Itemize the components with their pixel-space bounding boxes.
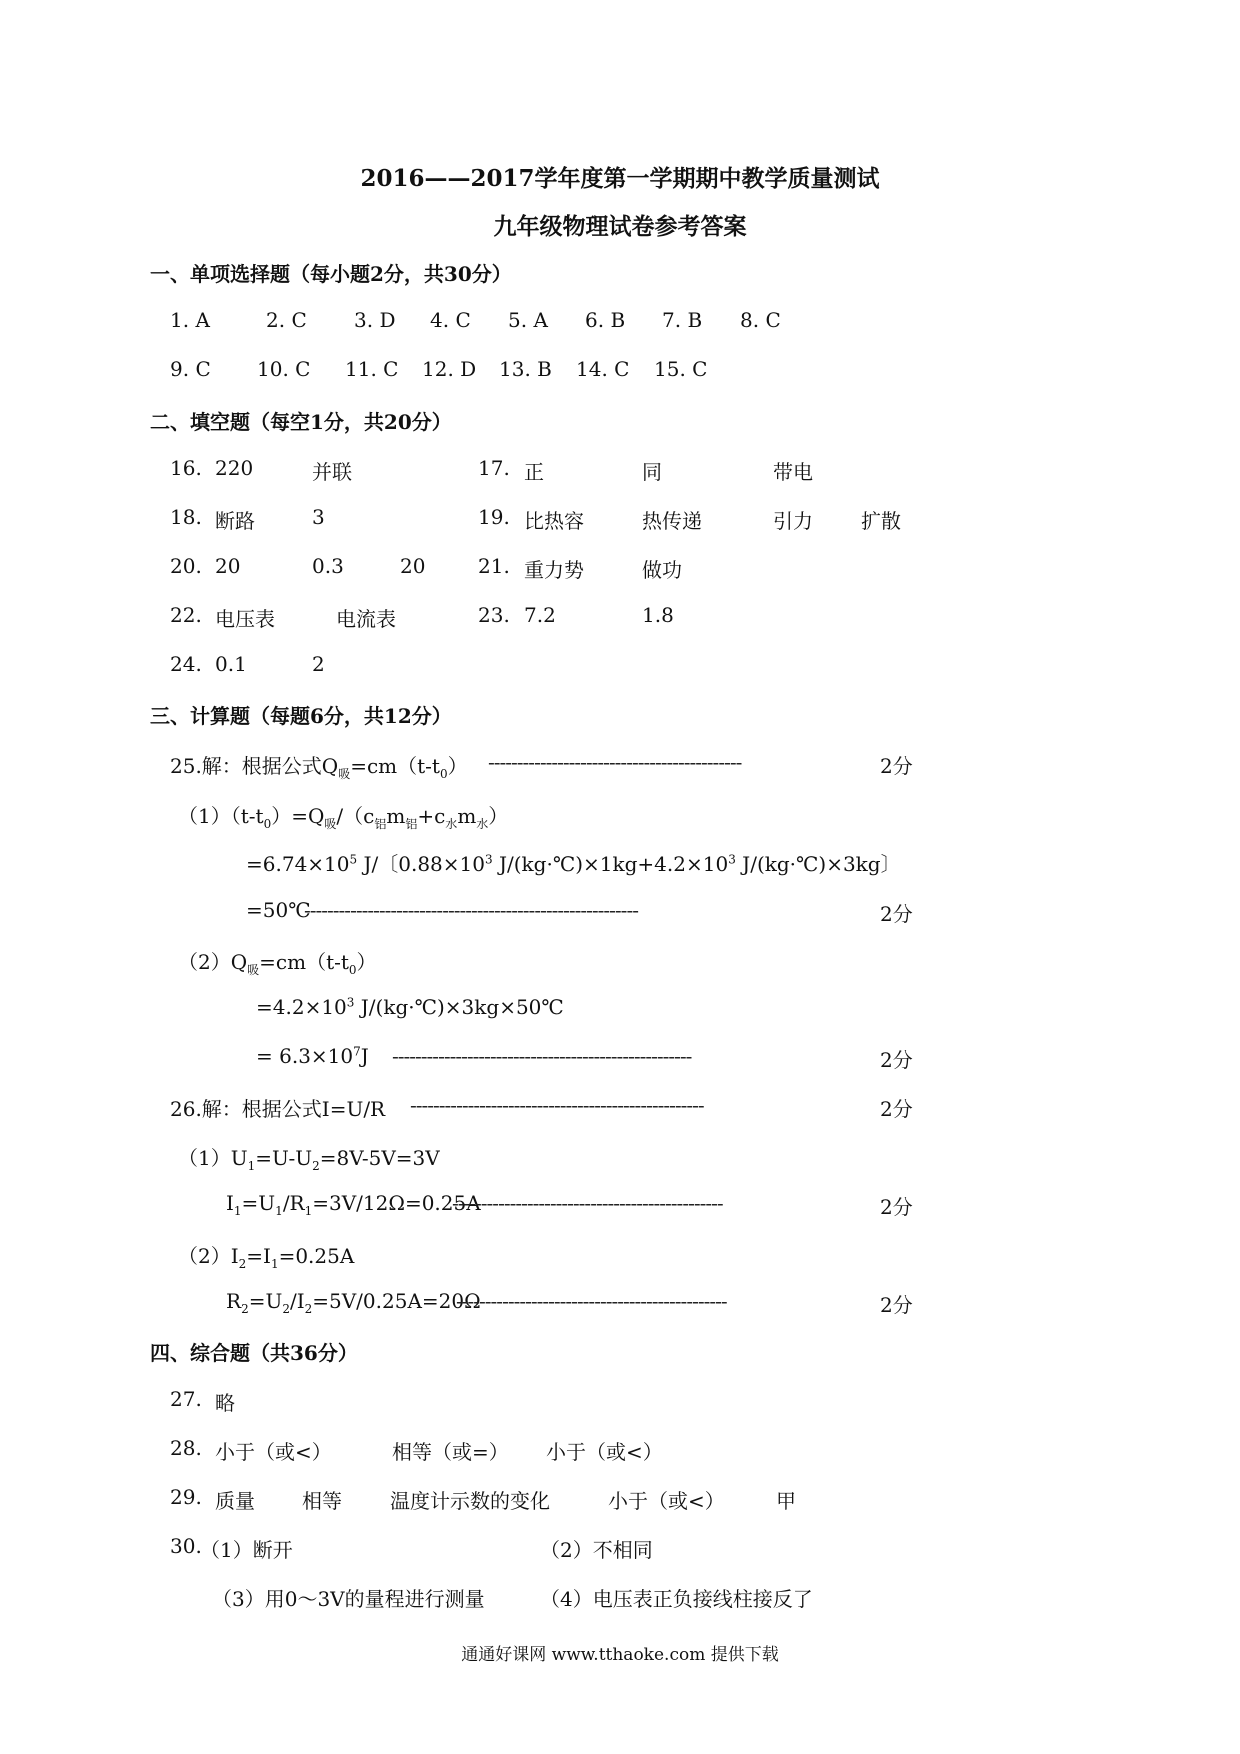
synth-answer: 小于（或<）: [608, 1489, 725, 1513]
synth-answer: 温度计示数的变化: [390, 1489, 550, 1513]
synth-answer: （3）用0～3V的量程进行测量: [212, 1587, 485, 1611]
synth-number: 29.: [170, 1485, 202, 1509]
calc-25-formula: 25.解：根据公式$Q_吸=cm(t-t_0)$: [170, 754, 468, 781]
mc-answer: 2. C: [266, 308, 307, 332]
synth-number: 28.: [170, 1436, 202, 1460]
synth-number: 27.: [170, 1387, 202, 1411]
mc-answer: 1. A: [170, 308, 210, 332]
fill-answer: 扩散: [861, 509, 901, 533]
synth-answer: （4）电压表正负接线柱接反了: [540, 1587, 813, 1611]
synth-answer: 相等（或=）: [392, 1440, 509, 1464]
synth-answer: 甲: [776, 1489, 796, 1513]
fill-number: 23.: [478, 603, 510, 627]
synth-answer: （1）断开: [200, 1538, 293, 1562]
fill-answer: 0.1: [215, 652, 247, 676]
fill-number: 17.: [478, 456, 510, 480]
mc-answer: 14. C: [576, 357, 630, 381]
dash-leader: ----------------------------------------------------: [392, 1044, 692, 1068]
fill-answer: 1.8: [642, 603, 674, 627]
score-label: 2分: [880, 1293, 913, 1317]
synth-answer: 小于（或<）: [546, 1440, 663, 1464]
synth-answer: 相等: [302, 1489, 342, 1513]
dash-leader: -----------------------------------------------: [456, 1289, 727, 1313]
calc-25-part2: $(2)Q_吸=cm(t-t_0)$: [178, 950, 377, 977]
calc-26-part2-result: $R_2=U_2/I_2=5V/0.25A=20\Omega$: [226, 1289, 481, 1316]
section-heading-choice: 一、单项选择题（每小题2分，共30分）: [150, 262, 512, 286]
mc-answer: 13. B: [499, 357, 552, 381]
mc-answer: 3. D: [354, 308, 396, 332]
score-label: 2分: [880, 1097, 913, 1121]
section-heading-fill: 二、填空题（每空1分，共20分）: [150, 410, 452, 434]
mc-answer: 9. C: [170, 357, 211, 381]
fill-answer: 电压表: [215, 607, 275, 631]
synth-answer: 略: [215, 1391, 235, 1415]
dash-leader: --------------------------------------------: [488, 750, 742, 774]
fill-answer: 比热容: [524, 509, 584, 533]
fill-answer: 220: [215, 456, 254, 480]
calc-25-part1-substitution: $=6.74\times 10^5$ J/〔$0.88\times 10^3$ $J/(kg\cdot℃)\times 1kg+4.2\times 10^3$ J/(kg·℃)×3kg〕: [246, 852, 901, 876]
fill-answer: 引力: [773, 509, 813, 533]
fill-number: 16.: [170, 456, 202, 480]
score-label: 2分: [880, 902, 913, 926]
section-heading-calc: 三、计算题（每题6分，共12分）: [150, 704, 452, 728]
calc-26-part1: $(1)U_1=U-U_2=8V-5V=3V$: [178, 1146, 440, 1173]
fill-answer: 热传递: [642, 509, 702, 533]
mc-answer: 5. A: [508, 308, 548, 332]
fill-answer: 7.2: [524, 603, 556, 627]
mc-answer: 10. C: [257, 357, 311, 381]
fill-answer: 20: [215, 554, 241, 578]
fill-answer: 带电: [773, 460, 813, 484]
calc-26-part1-result: $I_1=U_1/R_1=3V/12\Omega=0.25A$: [226, 1191, 481, 1218]
fill-answer: 电流表: [336, 607, 396, 631]
synth-number: 30.: [170, 1534, 202, 1558]
calc-25-part1-result: =50℃: [246, 898, 311, 922]
mc-answer: 7. B: [662, 308, 703, 332]
score-label: 2分: [880, 754, 913, 778]
mc-answer: 8. C: [740, 308, 781, 332]
calc-26-formula: 26.解：根据公式I=U/R: [170, 1097, 386, 1121]
fill-answer: 重力势: [524, 558, 584, 582]
calc-26-part2: $(2)I_2=I_1=0.25A$: [178, 1244, 355, 1271]
fill-number: 19.: [478, 505, 510, 529]
synth-answer: 质量: [215, 1489, 255, 1513]
fill-number: 22.: [170, 603, 202, 627]
page-subtitle: 九年级物理试卷参考答案: [493, 213, 747, 240]
fill-answer: 20: [400, 554, 426, 578]
fill-number: 18.: [170, 505, 202, 529]
fill-answer: 2: [312, 652, 325, 676]
calc-25-part1: $(1)(t-t_0)=Q_吸/(c_铝m_铝+c_水m_水)$: [178, 804, 509, 831]
fill-answer: 断路: [215, 509, 255, 533]
score-label: 2分: [880, 1048, 913, 1072]
fill-number: 20.: [170, 554, 202, 578]
fill-answer: 同: [642, 460, 662, 484]
fill-answer: 做功: [642, 558, 682, 582]
dash-leader: ----------------------------------------------------------: [304, 898, 638, 922]
mc-answer: 4. C: [430, 308, 471, 332]
fill-answer: 0.3: [312, 554, 344, 578]
calc-25-part2-substitution: $=4.2\times 10^3$ J/(kg·℃)×3kg×50℃: [256, 995, 564, 1019]
mc-answer: 6. B: [585, 308, 626, 332]
score-label: 2分: [880, 1195, 913, 1219]
fill-answer: 正: [524, 460, 544, 484]
fill-answer: 3: [312, 505, 325, 529]
synth-answer: （2）不相同: [540, 1538, 653, 1562]
section-heading-synthesis: 四、综合题（共36分）: [150, 1341, 358, 1365]
page-footer: 通通好课网 www.tthaoke.com 提供下载: [461, 1645, 779, 1665]
dash-leader: -----------------------------------------------: [452, 1191, 723, 1215]
page-title: 2016——2017学年度第一学期期中教学质量测试: [360, 165, 880, 192]
mc-answer: 12. D: [422, 357, 477, 381]
dash-leader: ---------------------------------------------------: [410, 1093, 704, 1117]
fill-answer: 并联: [312, 460, 352, 484]
fill-number: 21.: [478, 554, 510, 578]
mc-answer: 11. C: [345, 357, 399, 381]
fill-number: 24.: [170, 652, 202, 676]
synth-answer: 小于（或<）: [215, 1440, 332, 1464]
calc-25-part2-result: = $6.3\times 10^7J$: [256, 1044, 369, 1068]
mc-answer: 15. C: [654, 357, 708, 381]
